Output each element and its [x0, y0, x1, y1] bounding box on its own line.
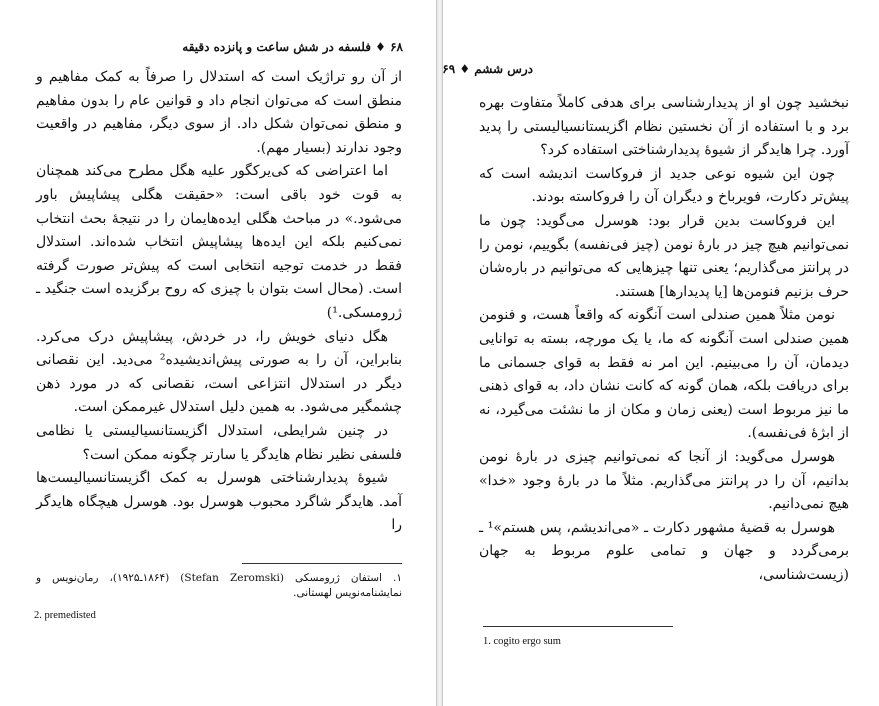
paragraph: هگل دنیای خویش را، در خردش، پیشاپیش درک می‌کرد. بنابراین، آن را به صورتی پیش‌اندیشیده² می‌دید. این نقصانی دیگر در استدلال انتزاعی است، نقصانی که در مورد ذهن چشمگیر می‌شود. به همین دلیل استدلال غیرممکن است.	[36, 328, 402, 416]
paragraph: این فروکاست بدین قرار بود: هوسرل می‌گوید: چون ما نمی‌توانیم هیچ چیز در بارهٔ نومن (چیز فی‌نفسه) بگوییم، نومن را در پرانتز می‌گذاریم؛ یعنی تنها چیزهایی که می‌توانیم در باره‌شان حرف بزنیم فنومن‌ها [یا پدیدارها] هستند.	[479, 212, 849, 300]
left-page-body	[36, 66, 402, 538]
paragraph: نومن مثلاً همین صندلی است آنگونه که واقعاً هست، و فنومن همین صندلی است آنگونه که ما، یا یک مورچه، بسته به توانایی دیدمان، آن را می‌بینیم. این امر نه فقط به قوای جسمانی ما برای دریافت بلکه، همان گونه که کانت نشان داد، به قوای ذهنی ما نیز مربوط است (یعنی زمان و مکان از ما نشئت می‌گیرد، نه از ابژهٔ فی‌نفسه).	[479, 307, 849, 442]
paragraph: اما اعتراضی که کی‌یرکگور علیه هگل مطرح می‌کند همچنان به قوت خود باقی است: «حقیقت هگلی پیشاپیش باور می‌شود.» در مباحث هگلی ایده‌هایمان را در نتیجهٔ بحث انتخاب نمی‌کنیم بلکه این ایده‌ها پیشاپیش انتخاب شده‌اند. استدلال فقط در خدمت توجیه انتخابی است که پیش‌تر صورت گرفته است. (محال است بتوان با چیزی که روح برگزیده است جنگید ـ ژرومسکی.¹)	[36, 163, 402, 321]
footnote-rule	[242, 563, 402, 564]
paragraph: چون این شیوه نوعی جدید از فروکاست اندیشه است که پیش‌تر دکارت، فویرباخ و دیگران آن را فروکاسته بودند.	[479, 165, 849, 206]
right-page-header: درس ششم ♦ ۶۹	[442, 62, 533, 76]
footnote-1: ۱. استفان ژرومسکی (Stefan Zeromski) (۱۸۶۴ـ۱۹۲۵)، رمان‌نویس و نمایشنامه‌نویس لهستانی.	[36, 572, 403, 599]
right-page	[442, 0, 879, 706]
footnote-2: 2. premedisted	[34, 610, 96, 621]
left-page-header: ۶۸ ♦ فلسفه در شش ساعت و پانزده دقیقه	[182, 40, 403, 54]
left-page	[0, 0, 437, 706]
footnote-1: 1. cogito ergo sum	[483, 636, 561, 647]
paragraph: هوسرل به قضیهٔ مشهور دکارت ـ «می‌اندیشم، پس هستم»¹ ـ برمی‌گردد و جهان و تمامی علوم مربوط به جهان (زیست‌شناسی،	[479, 519, 849, 583]
paragraph: در چنین شرایطی، استدلال اگزیستانسیالیستی یا نظامی فلسفی نظیر نظام هایدگر یا سارتر چگونه ممکن است؟	[36, 422, 402, 463]
paragraph: هوسرل می‌گوید: از آنجا که نمی‌توانیم چیزی در بارهٔ نومن بدانیم، آن را در پرانتز می‌گذاریم. مثلاً ما در بارهٔ وجود «خدا» هیچ نمی‌دانیم.	[479, 448, 849, 513]
paragraph: شیوهٔ پدیدارشناختی هوسرل به کمک اگزیستانسیالیست‌ها آمد. هایدگر شاگرد محبوب هوسرل بود. هوسرل هیچگاه هایدگر را	[36, 470, 402, 534]
footnote-rule	[483, 626, 673, 627]
right-page-body	[479, 92, 849, 587]
paragraph: از آن رو تراژیک است که استدلال را صرفاً به کمک مفاهیم و منطق است که می‌توان انجام داد و قوانین عام را بدون مفاهیم و منطق نمی‌توان شکل داد. از سوی دیگر، مفاهیم در واقعیت وجود ندارند (بسیار مهم).	[36, 69, 402, 156]
paragraph: نبخشید چون او از پدیدارشناسی برای هدفی کاملاً متفاوت بهره برد و با استفاده از آن نخستین نظام اگزیستانسیالیستی را پدید آورد. چرا هایدگر از شیوهٔ پدیدارشناختی استفاده کرد؟	[479, 95, 849, 159]
